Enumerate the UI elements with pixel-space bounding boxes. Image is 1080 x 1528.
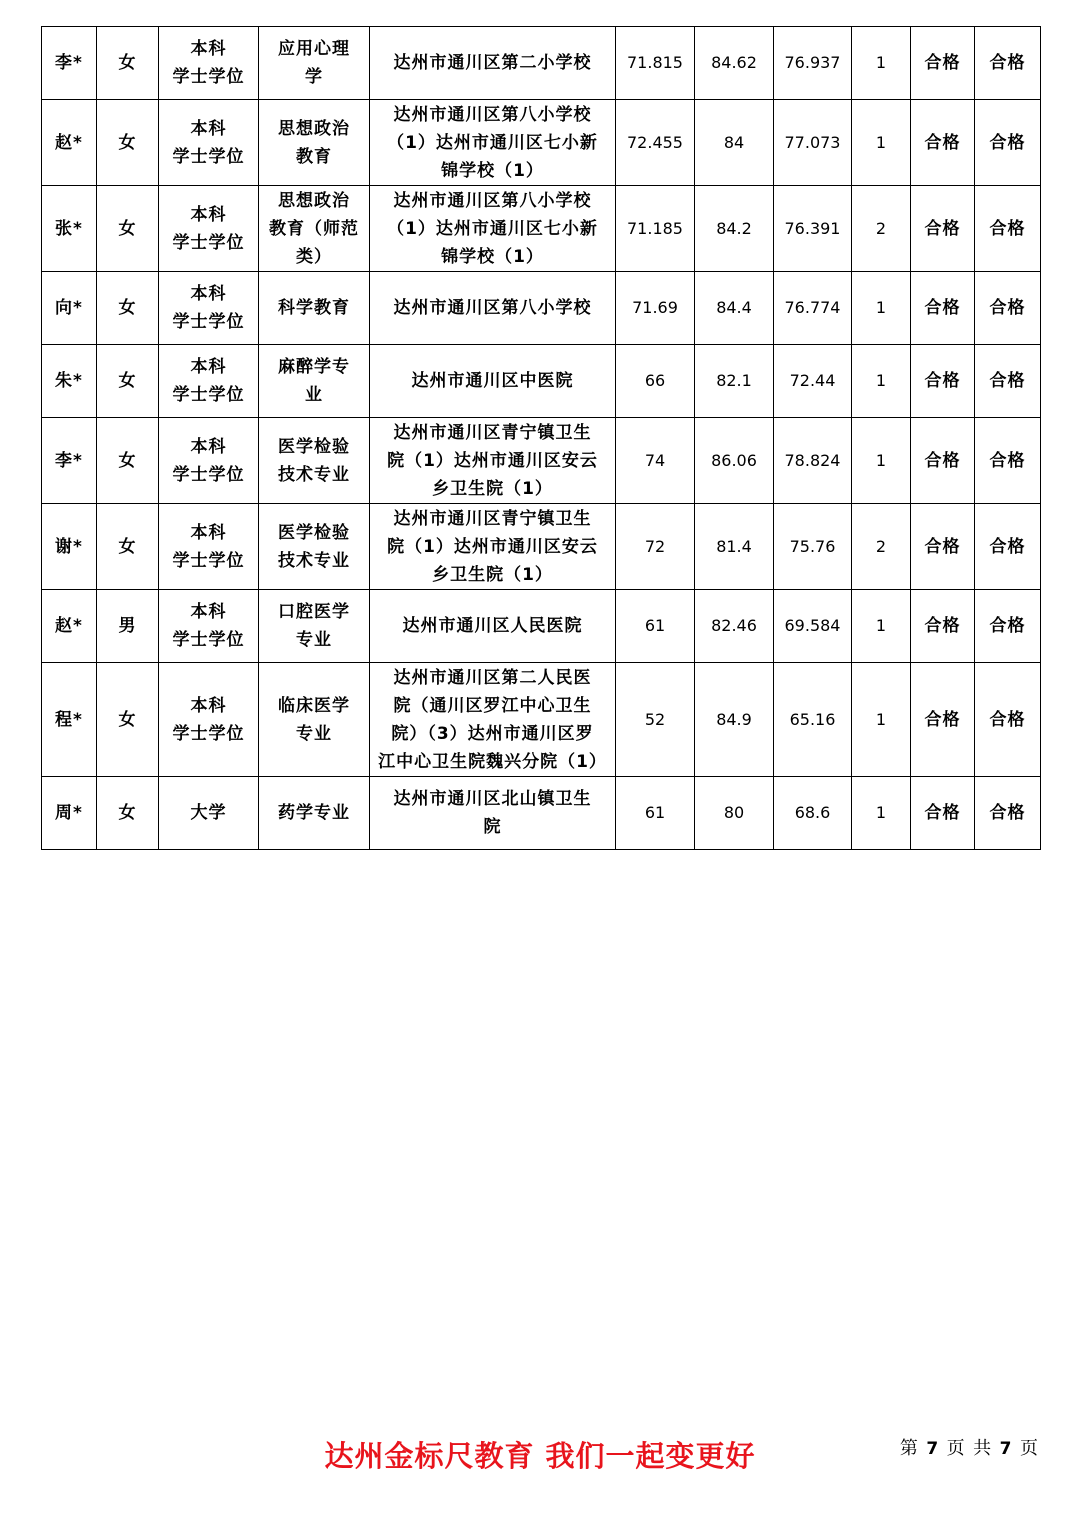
cell-interview: 86.06 [695, 418, 774, 504]
cell-interview: 81.4 [695, 504, 774, 590]
major-line: 思想政治 [278, 118, 350, 139]
cell-physical: 合格 [911, 418, 975, 504]
cell-gender: 女 [97, 100, 159, 186]
cell-gender: 女 [97, 186, 159, 272]
education-line: 本科 [190, 118, 227, 139]
unit-line: 达州市通川区第二小学校 [393, 53, 592, 73]
unit-line: （1）达州市通川区七小新 [387, 218, 598, 239]
cell-total: 68.6 [774, 777, 852, 850]
cell-unit [370, 504, 616, 590]
cell-written: 72 [616, 504, 695, 590]
unit-line: （1）达州市通川区七小新 [387, 132, 598, 153]
table-row [42, 418, 1041, 504]
cell-rank: 1 [852, 27, 911, 100]
major-line: 口腔医学 [278, 602, 350, 622]
cell-name: 李* [42, 27, 97, 100]
cell-name: 谢* [42, 504, 97, 590]
cell-inspection: 合格 [975, 663, 1041, 777]
cell-name: 赵* [42, 100, 97, 186]
cell-name: 朱* [42, 345, 97, 418]
major-line: 药学专业 [278, 803, 350, 823]
cell-written: 71.815 [616, 27, 695, 100]
major-line: 科学教育 [278, 298, 350, 318]
cell-total: 75.76 [774, 504, 852, 590]
cell-education [159, 100, 259, 186]
education-line: 本科 [190, 436, 227, 457]
major-line: 临床医学 [278, 695, 350, 716]
major-line: 教育（师范 [269, 218, 359, 239]
cell-total: 76.937 [774, 27, 852, 100]
table-row [42, 186, 1041, 272]
cell-written: 52 [616, 663, 695, 777]
cell-physical: 合格 [911, 27, 975, 100]
cell-name: 李* [42, 418, 97, 504]
cell-unit [370, 418, 616, 504]
cell-physical: 合格 [911, 663, 975, 777]
table-row [42, 777, 1041, 850]
cell-gender: 女 [97, 345, 159, 418]
cell-education [159, 777, 259, 850]
cell-unit [370, 345, 616, 418]
cell-inspection: 合格 [975, 504, 1041, 590]
cell-education [159, 27, 259, 100]
cell-education [159, 345, 259, 418]
page-middle: 页 共 [946, 1438, 994, 1458]
cell-unit [370, 27, 616, 100]
education-line: 学士学位 [172, 630, 245, 650]
cell-interview: 82.46 [695, 590, 774, 663]
major-line: 医学检验 [278, 522, 350, 543]
cell-major [259, 504, 370, 590]
table-row [42, 272, 1041, 345]
cell-interview: 84.9 [695, 663, 774, 777]
cell-name: 周* [42, 777, 97, 850]
table-row [42, 27, 1041, 100]
cell-education [159, 418, 259, 504]
cell-inspection: 合格 [975, 100, 1041, 186]
unit-line: 达州市通川区青宁镇卫生 [393, 508, 592, 529]
cell-major [259, 418, 370, 504]
major-line: 专业 [296, 630, 332, 650]
cell-rank: 1 [852, 663, 911, 777]
cell-major [259, 345, 370, 418]
education-line: 学士学位 [172, 312, 245, 332]
cell-name: 向* [42, 272, 97, 345]
cell-inspection: 合格 [975, 27, 1041, 100]
cell-inspection: 合格 [975, 186, 1041, 272]
cell-total: 69.584 [774, 590, 852, 663]
cell-gender: 女 [97, 777, 159, 850]
cell-unit [370, 663, 616, 777]
unit-line: 江中心卫生院魏兴分院（1） [378, 751, 607, 772]
cell-rank: 1 [852, 418, 911, 504]
cell-unit [370, 100, 616, 186]
education-line: 本科 [190, 39, 227, 59]
cell-rank: 1 [852, 590, 911, 663]
cell-major [259, 100, 370, 186]
unit-line: 乡卫生院（1） [432, 478, 553, 499]
table-row [42, 590, 1041, 663]
cell-major [259, 272, 370, 345]
cell-physical: 合格 [911, 590, 975, 663]
cell-physical: 合格 [911, 186, 975, 272]
cell-interview: 84.62 [695, 27, 774, 100]
table-row [42, 504, 1041, 590]
cell-gender: 女 [97, 663, 159, 777]
cell-rank: 1 [852, 100, 911, 186]
education-line: 本科 [190, 357, 227, 377]
education-line: 学士学位 [172, 723, 245, 744]
page-suffix: 页 [1020, 1438, 1040, 1458]
cell-total: 65.16 [774, 663, 852, 777]
cell-physical: 合格 [911, 100, 975, 186]
cell-education [159, 272, 259, 345]
cell-physical: 合格 [911, 504, 975, 590]
cell-major [259, 590, 370, 663]
major-line: 类） [296, 246, 332, 267]
cell-major [259, 186, 370, 272]
cell-gender: 女 [97, 418, 159, 504]
cell-total: 72.44 [774, 345, 852, 418]
unit-line: 锦学校（1） [441, 246, 544, 267]
page-total: 7 [999, 1439, 1014, 1459]
major-line: 教育 [296, 146, 332, 167]
cell-written: 72.455 [616, 100, 695, 186]
cell-written: 71.185 [616, 186, 695, 272]
major-line: 技术专业 [278, 550, 350, 571]
page-current: 7 [926, 1439, 941, 1459]
education-line: 学士学位 [172, 146, 245, 167]
major-line: 麻醉学专 [278, 357, 350, 377]
results-table [41, 26, 1041, 850]
unit-line: 达州市通川区第二人民医 [393, 667, 592, 688]
cell-gender: 女 [97, 272, 159, 345]
cell-total: 78.824 [774, 418, 852, 504]
cell-major [259, 27, 370, 100]
cell-unit [370, 777, 616, 850]
cell-inspection: 合格 [975, 777, 1041, 850]
cell-education [159, 186, 259, 272]
cell-total: 76.391 [774, 186, 852, 272]
cell-rank: 2 [852, 186, 911, 272]
education-line: 本科 [190, 284, 227, 304]
education-line: 学士学位 [172, 385, 245, 405]
table-row [42, 345, 1041, 418]
unit-line: 达州市通川区第八小学校 [393, 298, 592, 318]
cell-physical: 合格 [911, 777, 975, 850]
education-line: 本科 [190, 204, 227, 225]
cell-major [259, 663, 370, 777]
cell-physical: 合格 [911, 345, 975, 418]
cell-interview: 82.1 [695, 345, 774, 418]
cell-unit [370, 272, 616, 345]
table-row [42, 100, 1041, 186]
education-line: 学士学位 [172, 550, 245, 571]
cell-interview: 80 [695, 777, 774, 850]
education-line: 本科 [190, 602, 227, 622]
unit-line: 达州市通川区第八小学校 [393, 190, 592, 211]
education-line: 学士学位 [172, 232, 245, 253]
cell-rank: 1 [852, 272, 911, 345]
cell-physical: 合格 [911, 272, 975, 345]
cell-inspection: 合格 [975, 590, 1041, 663]
unit-line: 锦学校（1） [441, 160, 544, 181]
cell-education [159, 590, 259, 663]
major-line: 思想政治 [278, 190, 350, 211]
major-line: 医学检验 [278, 436, 350, 457]
cell-written: 71.69 [616, 272, 695, 345]
cell-inspection: 合格 [975, 272, 1041, 345]
cell-name: 程* [42, 663, 97, 777]
page-number [880, 1434, 1040, 1460]
cell-total: 76.774 [774, 272, 852, 345]
major-line: 业 [305, 385, 323, 405]
unit-line: 达州市通川区青宁镇卫生 [393, 422, 592, 443]
cell-rank: 2 [852, 504, 911, 590]
cell-gender: 女 [97, 504, 159, 590]
table-body [42, 27, 1041, 850]
cell-interview: 84.4 [695, 272, 774, 345]
cell-major [259, 777, 370, 850]
page-prefix: 第 [899, 1438, 920, 1458]
cell-inspection: 合格 [975, 345, 1041, 418]
cell-unit [370, 590, 616, 663]
cell-written: 61 [616, 590, 695, 663]
education-line: 学士学位 [172, 67, 245, 87]
major-line: 应用心理 [278, 39, 350, 59]
cell-name: 赵* [42, 590, 97, 663]
cell-education [159, 663, 259, 777]
unit-line: 院）（3）达州市通川区罗 [391, 723, 594, 744]
cell-gender: 女 [97, 27, 159, 100]
unit-line: 院 [483, 817, 502, 837]
education-line: 本科 [190, 522, 227, 543]
cell-gender: 男 [97, 590, 159, 663]
unit-line: 院（通川区罗江中心卫生 [393, 695, 592, 716]
cell-written: 66 [616, 345, 695, 418]
cell-rank: 1 [852, 777, 911, 850]
major-line: 学 [305, 67, 323, 87]
education-line: 本科 [190, 695, 227, 716]
cell-name: 张* [42, 186, 97, 272]
unit-line: 达州市通川区中医院 [411, 371, 574, 391]
cell-interview: 84 [695, 100, 774, 186]
unit-line: 院（1）达州市通川区安云 [387, 450, 598, 471]
education-line: 大学 [190, 803, 227, 823]
major-line: 专业 [296, 723, 332, 744]
table-row [42, 663, 1041, 777]
unit-line: 院（1）达州市通川区安云 [387, 536, 598, 557]
cell-written: 74 [616, 418, 695, 504]
education-line: 学士学位 [172, 464, 245, 485]
major-line: 技术专业 [278, 464, 350, 485]
cell-inspection: 合格 [975, 418, 1041, 504]
cell-education [159, 504, 259, 590]
unit-line: 达州市通川区北山镇卫生 [393, 789, 592, 809]
cell-rank: 1 [852, 345, 911, 418]
unit-line: 达州市通川区第八小学校 [393, 104, 592, 125]
cell-unit [370, 186, 616, 272]
cell-total: 77.073 [774, 100, 852, 186]
unit-line: 乡卫生院（1） [432, 564, 553, 585]
footer-slogan: 达州金标尺教育 我们一起变更好 [324, 1439, 756, 1473]
cell-interview: 84.2 [695, 186, 774, 272]
cell-written: 61 [616, 777, 695, 850]
unit-line: 达州市通川区人民医院 [402, 616, 583, 636]
